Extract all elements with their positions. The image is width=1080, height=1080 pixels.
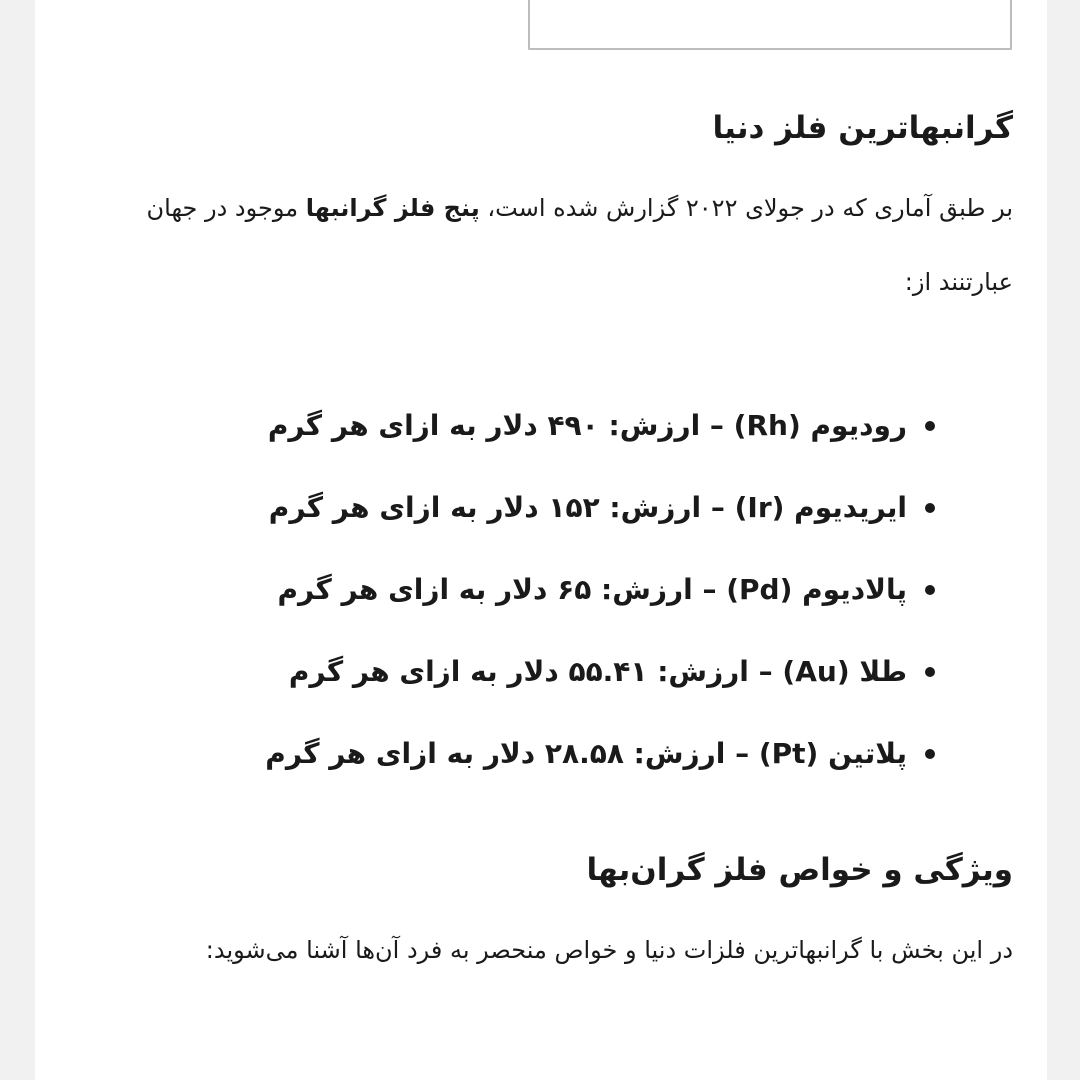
heading-most-precious-metals: گرانبهاترین فلز دنیا: [712, 110, 1013, 146]
metal-text: رودیوم (Rh) – ارزش: ۴۹۰ دلار به ازای هر گرم: [267, 409, 907, 442]
bullet-icon: [925, 749, 935, 759]
metal-text: پالادیوم (Pd) – ارزش: ۶۵ دلار به ازای هر گرم: [277, 573, 907, 606]
intro-text-after: موجود در جهان عبارتنند از:: [146, 194, 1013, 296]
metals-list: [265, 385, 935, 795]
properties-paragraph: در این بخش با گرانبهاترین فلزات دنیا و خواص منحصر به فرد آن‌ها آشنا می‌شوید:: [205, 936, 1013, 964]
bullet-icon: [925, 585, 935, 595]
metal-text: طلا (Au) – ارزش: ۵۵.۴۱ دلار به ازای هر گرم: [288, 655, 907, 688]
image-placeholder: [528, 0, 1012, 50]
bullet-icon: [925, 421, 935, 431]
bullet-icon: [925, 503, 935, 513]
intro-paragraph: [99, 171, 1013, 319]
intro-text-bold: پنج فلز گرانبها: [305, 194, 480, 222]
bullet-icon: [925, 667, 935, 677]
article-page: [35, 0, 1047, 1080]
metal-text: پلاتین (Pt) – ارزش: ۲۸.۵۸ دلار به ازای هر گرم: [265, 737, 907, 770]
list-item: [265, 631, 935, 713]
list-item: [265, 549, 935, 631]
metal-text: ایریدیوم (Ir) – ارزش: ۱۵۲ دلار به ازای هر گرم: [268, 491, 907, 524]
list-item: [265, 467, 935, 549]
heading-properties: ویژگی و خواص فلز گران‌بها: [586, 852, 1013, 888]
list-item: [265, 713, 935, 795]
intro-text-before: بر طبق آماری که در جولای ۲۰۲۲ گزارش شده است،: [479, 194, 1013, 222]
list-item: [265, 385, 935, 467]
